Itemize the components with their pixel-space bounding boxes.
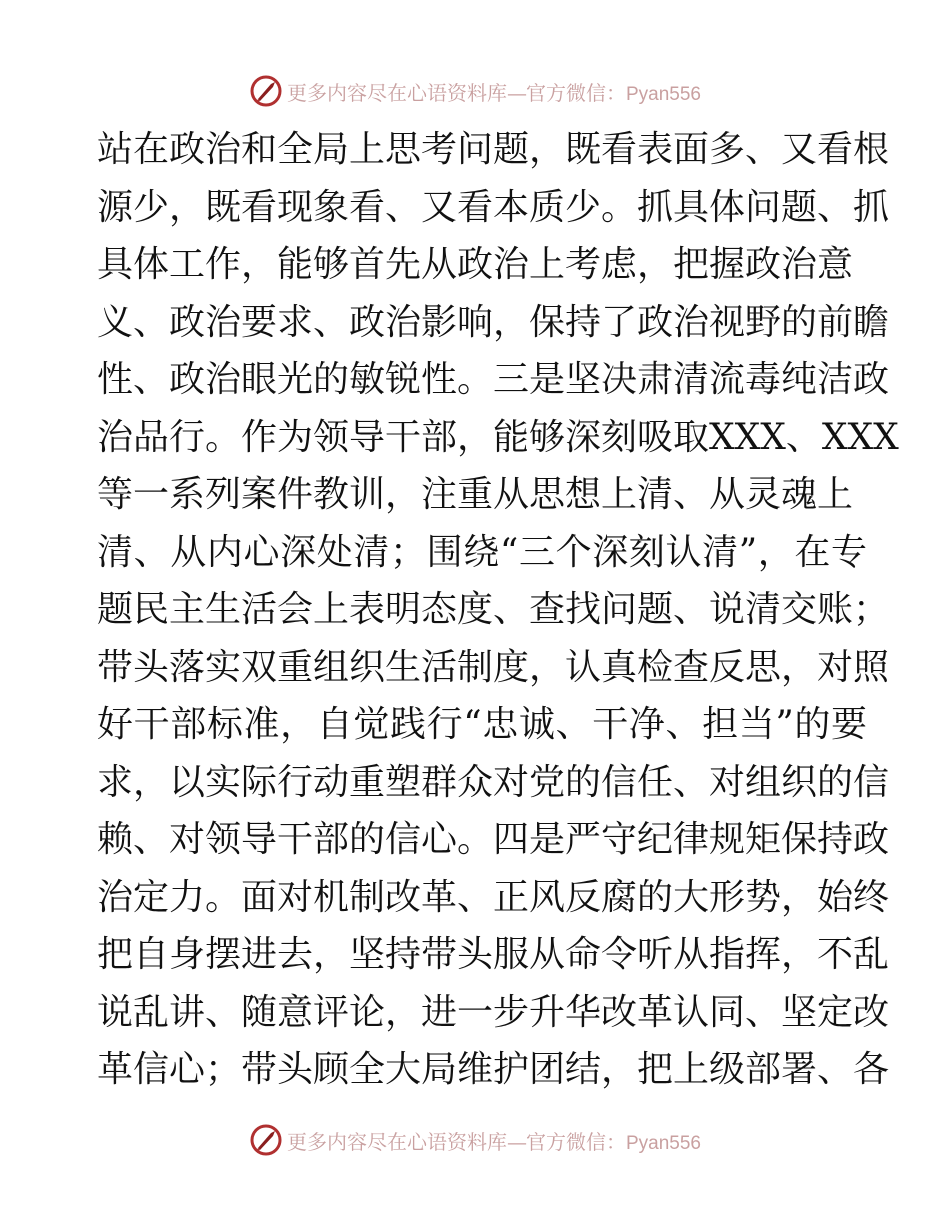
watermark-middle: 官方微信： — [525, 80, 626, 105]
watermark-dash: — — [506, 80, 526, 105]
watermark-prefix: 更多内容尽在心语资料库 — [286, 80, 507, 105]
text-line: 治定力。面对机制改革、正风反腐的大形势，始终 — [97, 876, 890, 918]
text-line: 源少，既看现象看、又看本质少。抓具体问题、抓 — [97, 186, 890, 228]
watermark-header — [0, 71, 950, 111]
document-body — [97, 121, 899, 1099]
text-line: 带头落实双重组织生活制度，认真检查反思，对照 — [97, 646, 890, 688]
text-line: 题民主生活会上表明态度、查找问题、说清交账； — [97, 589, 890, 630]
text-line: 革信心；带头顾全大局维护团结，把上级部署、各 — [97, 1049, 890, 1090]
quill-pen-in-circle-icon — [249, 74, 283, 108]
text-line: 赖、对领导干部的信心。四是严守纪律规矩保持政 — [97, 819, 890, 860]
text-line: 好干部标准，自觉践行“忠诚、干净、担当”的要 — [97, 704, 867, 745]
watermark-dash: — — [506, 1129, 526, 1154]
watermark-account: Pyan556 — [625, 83, 701, 105]
watermark-text — [287, 1126, 701, 1155]
text-line: 求，以实际行动重塑群众对党的信任、对组织的信 — [97, 761, 890, 803]
text-line: 等一系列案件教训，注重从思想上清、从灵魂上 — [97, 474, 854, 515]
watermark-footer — [0, 1120, 950, 1160]
text-line: 说乱讲、随意评论，进一步升华改革认同、坚定改 — [97, 991, 890, 1033]
watermark-account: Pyan556 — [625, 1132, 701, 1154]
text-line: 清、从内心深处清；围绕“三个深刻认清”，在专 — [97, 531, 867, 573]
watermark-middle: 官方微信： — [525, 1129, 626, 1154]
watermark-text — [287, 77, 701, 106]
text-line: 具体工作，能够首先从政治上考虑，把握政治意 — [97, 244, 854, 285]
quill-pen-in-circle-icon — [249, 1123, 283, 1157]
text-line: 性、政治眼光的敏锐性。三是坚决肃清流毒纯洁政 — [97, 359, 890, 400]
text-line: 治品行。作为领导干部，能够深刻吸取XXX、XXX — [97, 416, 899, 458]
text-line: 站在政治和全局上思考问题，既看表面多、又看根 — [97, 129, 890, 170]
text-line: 把自身摆进去，坚持带头服从命令听从指挥，不乱 — [97, 934, 890, 975]
text-line: 义、政治要求、政治影响，保持了政治视野的前瞻 — [97, 301, 890, 343]
watermark-prefix: 更多内容尽在心语资料库 — [286, 1129, 507, 1154]
